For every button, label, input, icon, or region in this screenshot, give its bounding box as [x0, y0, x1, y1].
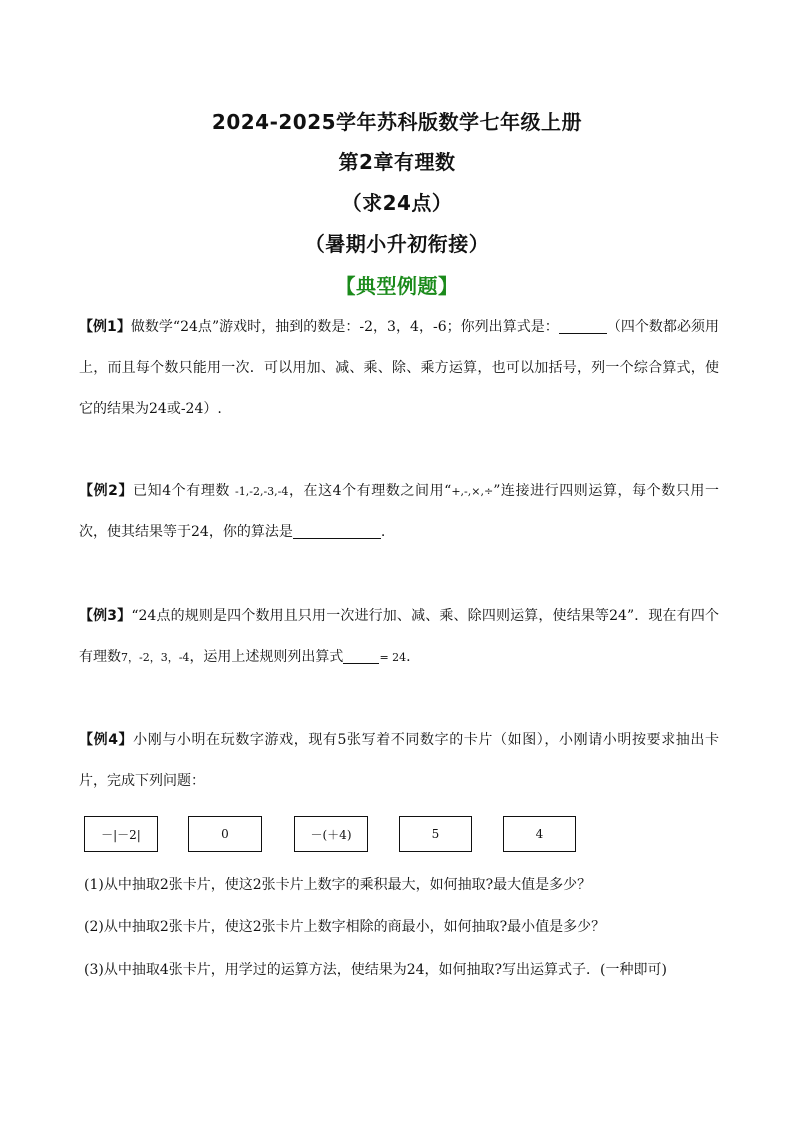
example-text: 做数学“24点”游戏时，抽到的数是：-2，3，4，-6；你列出算式是：: [130, 319, 559, 335]
card: 0: [188, 816, 262, 852]
example-text: ，运用上述规则列出算式: [189, 649, 344, 665]
example-1: [79, 307, 719, 430]
example-text: （四个数都必须用上，而且每个数只能用一次．可以用加、减、乘、除、乘方运算，也可以加括号，列一个综合算式，使它的结果为24或-24）.: [79, 319, 720, 417]
document-title: 2024-2025学年苏科版数学七年级上册: [211, 110, 583, 134]
example-label: 【例3】: [79, 608, 132, 624]
example-text: 小刚与小明在玩数字游戏，现有5张写着不同数字的卡片（如图），小刚请小明按要求抽出卡片，完成下列问题：: [79, 732, 719, 789]
example-text: .: [380, 524, 386, 540]
example-text: “24点的规则是四个数用且只用一次进行加、减、乘、除四则运算，使结果等24”．现在有四个有理数: [79, 608, 719, 665]
answer-blank: [343, 647, 379, 664]
example-text: 已知4个有理数: [133, 483, 230, 499]
topic-title: （求24点）: [341, 191, 453, 215]
example-3: [79, 596, 719, 678]
example-4: [79, 720, 719, 802]
question-3: (3)从中抽取4张卡片，用学过的运算方法，使结果为24，如何抽取?写出运算式子．(一种即可): [84, 962, 667, 978]
card: －(＋4): [294, 816, 368, 852]
example-label: 【例2】: [79, 483, 134, 499]
question-2: (2)从中抽取2张卡片，使这2张卡片上数字相除的商最小，如何抽取?最小值是多少？: [84, 919, 606, 935]
example-text: .: [406, 649, 411, 665]
card: 5: [399, 816, 472, 852]
question-1: (1)从中抽取2张卡片，使这2张卡片上数字的乘积最大，如何抽取?最大值是多少？: [84, 877, 592, 893]
example-label: 【例1】: [79, 319, 131, 335]
answer-blank: [559, 317, 607, 334]
operator-list: +,-,×,÷: [451, 485, 494, 498]
example-2: [79, 471, 719, 553]
number-list: -1,-2,-3,-4: [235, 485, 289, 498]
answer-blank: [293, 522, 381, 539]
example-label: 【例4】: [79, 732, 134, 748]
section-heading: 【典型例题】: [335, 274, 459, 298]
subtitle: （暑期小升初衔接）: [304, 232, 490, 256]
example-text: ”连接进行四则运算，每个数只用一次，使其结果等于24，你的算法是: [79, 483, 719, 540]
number-list: 7，-2，3，-4: [121, 651, 190, 664]
example-text: ，在这4个有理数之间用“: [288, 483, 452, 499]
equation-result: = 24: [379, 651, 407, 664]
chapter-title: 第2章有理数: [338, 150, 456, 174]
card: 4: [503, 816, 576, 852]
card: －|－2|: [84, 816, 158, 852]
